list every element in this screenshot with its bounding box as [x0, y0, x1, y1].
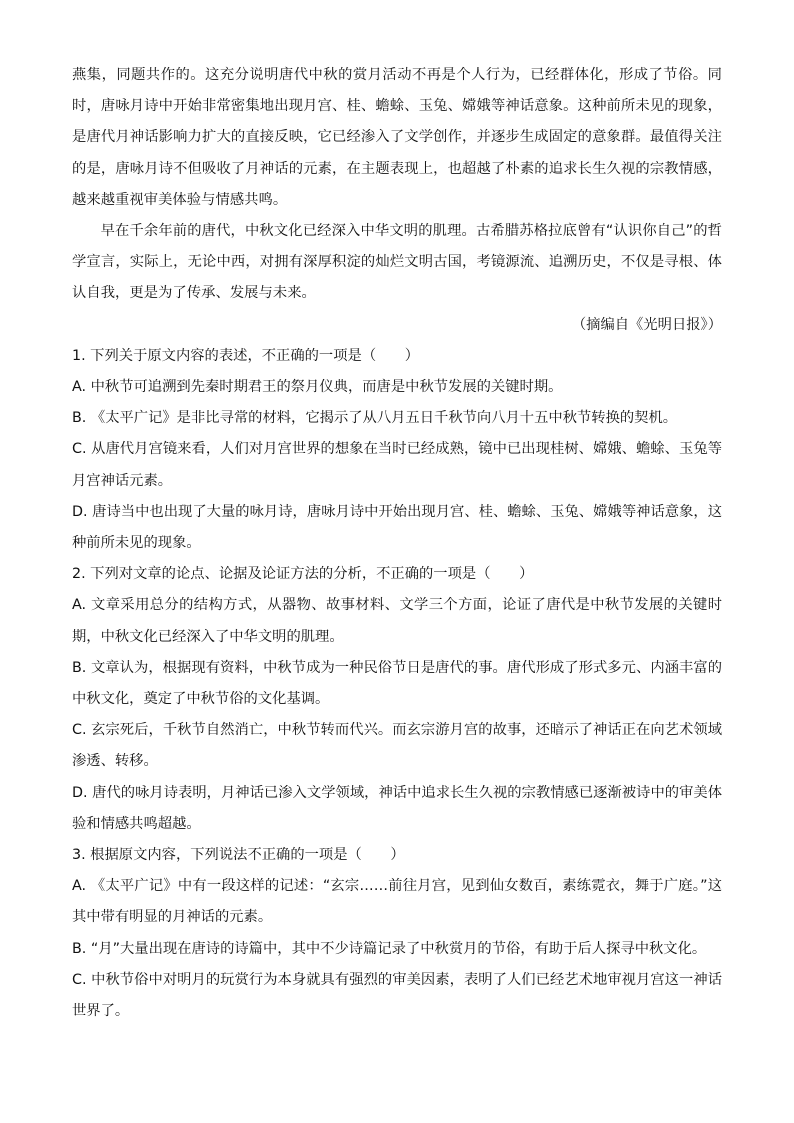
- option-label: C.: [72, 441, 87, 458]
- option-label: D.: [72, 503, 88, 520]
- option-c: [72, 715, 722, 777]
- option-label: A.: [72, 379, 87, 396]
- passage-paragraph-1: 燕集，同题共作的。这充分说明唐代中秋的赏月活动不再是个人行为，已经群体化，形成了节俗。同时，唐咏月诗中开始非常密集地出现月宫、桂、蟾蜍、玉兔、嫦娥等神话意象。这种前所未见的现象，是唐代月神话影响力扩大的直接反映，它已经渗入了文学创作，并逐步生成固定的意象群。最值得关注的是，唐咏月诗不但吸收了月神话的元素，在主题表现上，也超越了朴素的追求长生久视的宗教情感，越来越重视审美体验与情感共鸣。: [72, 67, 722, 208]
- document-page: [72, 60, 722, 1027]
- option-label: B.: [72, 659, 87, 676]
- option-b: [72, 403, 722, 434]
- option-label: C.: [72, 722, 87, 739]
- option-label: C.: [72, 971, 87, 988]
- question-2: [72, 559, 722, 840]
- option-text: 文章认为，根据现有资料，中秋节成为一种民俗节日是唐代的事。唐代形成了形式多元、内涵丰富的中秋文化，奠定了中秋节俗的文化基调。: [72, 659, 722, 708]
- option-label: A.: [72, 597, 87, 614]
- option-c: [72, 965, 722, 1027]
- option-a: [72, 372, 722, 403]
- option-a: [72, 590, 722, 652]
- option-label: A.: [72, 878, 87, 895]
- option-text: 中秋节可追溯到先秦时期君王的祭月仪典，而唐是中秋节发展的关键时期。: [90, 379, 563, 396]
- option-label: B.: [72, 940, 87, 957]
- option-label: D.: [72, 784, 88, 801]
- option-text: 《太平广记》是非比寻常的材料，它揭示了从八月五日千秋节向八月十五中秋节转换的契机。: [90, 410, 678, 427]
- option-text: “月”大量出现在唐诗的诗篇中，其中不少诗篇记录了中秋赏月的节俗，有助于后人探寻中秋文化。: [90, 940, 707, 957]
- option-label: B.: [72, 410, 87, 427]
- option-c: [72, 434, 722, 496]
- question-stem: 1. 下列关于原文内容的表述，不正确的一项是（ ）: [72, 347, 420, 364]
- option-text: 唐代的咏月诗表明，月神话已渗入文学领域，神话中追求长生久视的宗教情感已逐渐被诗中的审美体验和情感共鸣超越。: [72, 784, 723, 832]
- option-text: 《太平广记》中有一段这样的记述：“玄宗……前往月宫，见到仙女数百，素练霓衣，舞于广庭。”这其中带有明显的月神话的元素。: [72, 878, 722, 926]
- option-text: 从唐代月宫镜来看，人们对月宫世界的想象在当时已经成熟，镜中已出现桂树、嫦娥、蟾蜍、玉兔等月宫神话元素。: [72, 441, 722, 489]
- option-text: 唐诗当中也出现了大量的咏月诗，唐咏月诗中开始出现月宫、桂、蟾蜍、玉兔、嫦娥等神话意象，这种前所未见的现象。: [72, 503, 723, 552]
- option-b: [72, 934, 722, 965]
- option-d: [72, 778, 722, 840]
- question-1: [72, 341, 722, 559]
- option-a: [72, 871, 722, 933]
- question-stem: 3. 根据原文内容，下列说法不正确的一项是（ ）: [72, 847, 405, 864]
- option-d: [72, 497, 722, 559]
- option-b: [72, 653, 722, 715]
- passage-paragraph-2: 早在千余年前的唐代，中秋文化已经深入中华文明的肌理。古希腊苏格拉底曾有“认识你自己”的哲学宣言，实际上，无论中西，对拥有深厚积淀的灿烂文明古国，考镜源流、追溯历史，不仅是寻根、体认自我，更是为了传承、发展与未来。: [72, 223, 722, 302]
- option-text: 中秋节俗中对明月的玩赏行为本身就具有强烈的审美因素，表明了人们已经艺术地审视月宫这一神话世界了。: [72, 971, 722, 1020]
- question-3: [72, 840, 722, 1027]
- question-stem: 2. 下列对文章的论点、论据及论证方法的分析，不正确的一项是（ ）: [72, 566, 534, 583]
- passage-source: （摘编自《光明日报》）: [571, 316, 722, 333]
- option-text: 文章采用总分的结构方式，从器物、故事材料、文学三个方面，论证了唐代是中秋节发展的关键时期，中秋文化已经深入了中华文明的肌理。: [72, 597, 722, 645]
- option-text: 玄宗死后，千秋节自然消亡，中秋节转而代兴。而玄宗游月宫的故事，还暗示了神话正在向艺术领域渗透、转移。: [72, 722, 722, 770]
